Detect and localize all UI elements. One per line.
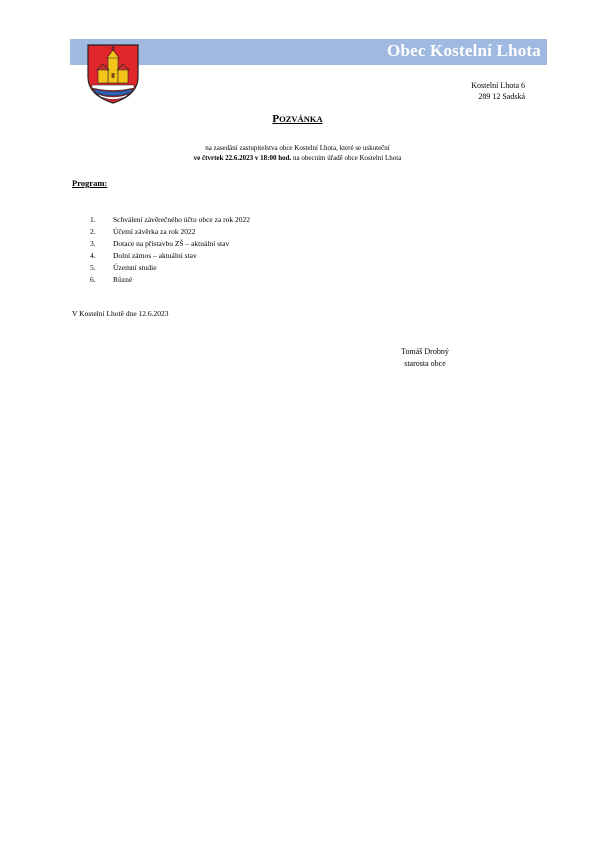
- place-and-date: V Kostelní Lhotě dne 12.6.2023: [72, 309, 169, 318]
- header-bar: [70, 39, 547, 65]
- agenda-item: 3. Dotace na přístavbu ZŠ – aktuální stav: [90, 239, 230, 248]
- document-title: [0, 113, 595, 125]
- program-heading: Program:: [72, 178, 108, 188]
- intro-line-1: na zasedání zastupitelstva obce Kostelní Lhota, které se uskuteční: [205, 144, 390, 152]
- municipality-title: Obec Kostelní Lhota: [387, 41, 541, 60]
- agenda-item: 6. Různé: [90, 275, 133, 284]
- meeting-location: na obecním úřadě obce Kostelní Lhota: [291, 154, 402, 162]
- invitation-intro: [0, 143, 595, 163]
- signature-block: [380, 346, 470, 370]
- document-title-initial: P: [272, 113, 280, 125]
- agenda-item: 4. Dolní zámos – aktuální stav: [90, 251, 197, 260]
- intro-line-2: [0, 153, 595, 163]
- meeting-datetime: ve čtvrtek 22.6.2023 v 18:00 hod.: [193, 154, 292, 162]
- address-line-2: 289 12 Sadská: [478, 92, 525, 101]
- agenda-item: 1. Schválení závěrečného účtu obce za rok 2022: [90, 215, 251, 224]
- agenda-item: 2. Účetní závěrka za rok 2022: [90, 227, 196, 236]
- address-line-1: Kostelní Lhota 6: [471, 81, 525, 90]
- agenda-item: 5. Územní studie: [90, 263, 157, 272]
- coat-of-arms-icon: [86, 43, 140, 105]
- address-block: [471, 80, 525, 102]
- document-title-rest: OZVÁNKA: [279, 114, 323, 124]
- agenda-list: [90, 214, 250, 286]
- signature-role: starosta obce: [404, 359, 446, 368]
- signature-name: Tomáš Drobný: [401, 347, 449, 356]
